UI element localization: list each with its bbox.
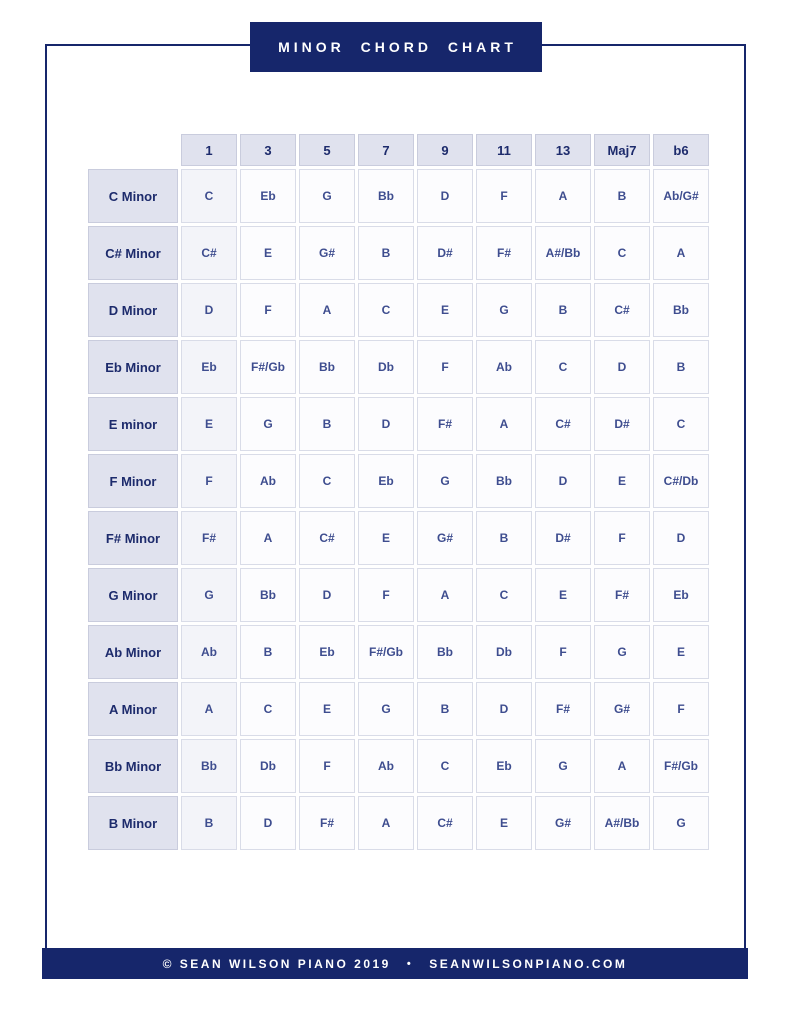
- chord-cell: A: [476, 397, 532, 451]
- chord-cell: Eb: [181, 340, 237, 394]
- chord-cell: A: [240, 511, 296, 565]
- chord-cell: D: [299, 568, 355, 622]
- chord-cell: C: [417, 739, 473, 793]
- chord-cell: E: [181, 397, 237, 451]
- chord-cell: B: [476, 511, 532, 565]
- chord-cell: Bb: [653, 283, 709, 337]
- chord-cell: F#/Gb: [240, 340, 296, 394]
- chord-cell: A: [653, 226, 709, 280]
- chord-cell: C: [476, 568, 532, 622]
- chord-cell: A: [535, 169, 591, 223]
- chord-cell: Eb: [476, 739, 532, 793]
- chord-cell: B: [535, 283, 591, 337]
- chord-cell: D: [417, 169, 473, 223]
- table-row: [88, 340, 709, 394]
- chord-cell: G: [299, 169, 355, 223]
- column-header-3: 3: [240, 134, 296, 166]
- chord-cell: A#/Bb: [535, 226, 591, 280]
- chord-cell: Ab: [181, 625, 237, 679]
- chord-cell: Eb: [240, 169, 296, 223]
- column-header-13: 13: [535, 134, 591, 166]
- chord-cell: F#: [594, 568, 650, 622]
- chord-cell: E: [240, 226, 296, 280]
- chord-cell: E: [535, 568, 591, 622]
- column-header-1: 1: [181, 134, 237, 166]
- chord-cell: C#: [535, 397, 591, 451]
- row-label: C# Minor: [88, 226, 178, 280]
- chord-cell: Ab: [358, 739, 414, 793]
- footer-bar: [42, 948, 748, 979]
- table-row: [88, 169, 709, 223]
- column-header-maj7: Maj7: [594, 134, 650, 166]
- chord-cell: A: [417, 568, 473, 622]
- chord-cell: E: [653, 625, 709, 679]
- row-label: Eb Minor: [88, 340, 178, 394]
- chord-cell: G#: [594, 682, 650, 736]
- title-banner: [250, 22, 542, 72]
- chord-cell: C: [299, 454, 355, 508]
- chord-cell: F: [181, 454, 237, 508]
- chord-cell: F: [240, 283, 296, 337]
- chord-cell: D#: [417, 226, 473, 280]
- chord-cell: Eb: [358, 454, 414, 508]
- chord-cell: E: [417, 283, 473, 337]
- chord-cell: A: [358, 796, 414, 850]
- chord-cell: Ab: [476, 340, 532, 394]
- chord-cell: F: [358, 568, 414, 622]
- chord-cell: Db: [240, 739, 296, 793]
- row-label: Ab Minor: [88, 625, 178, 679]
- table-row: [88, 454, 709, 508]
- chord-cell: F#: [476, 226, 532, 280]
- chord-cell: Bb: [240, 568, 296, 622]
- chord-cell: G: [181, 568, 237, 622]
- column-header-9: 9: [417, 134, 473, 166]
- chord-cell: B: [653, 340, 709, 394]
- chord-cell: G#: [417, 511, 473, 565]
- chord-cell: G: [240, 397, 296, 451]
- row-label: E minor: [88, 397, 178, 451]
- chord-cell: Bb: [417, 625, 473, 679]
- row-label: C Minor: [88, 169, 178, 223]
- table-row: [88, 283, 709, 337]
- chord-cell: G#: [299, 226, 355, 280]
- chord-cell: D: [240, 796, 296, 850]
- row-label: B Minor: [88, 796, 178, 850]
- chord-table-header: [88, 134, 709, 166]
- chord-cell: D: [653, 511, 709, 565]
- chord-table-body: [88, 169, 709, 850]
- chord-cell: Bb: [358, 169, 414, 223]
- column-header-5: 5: [299, 134, 355, 166]
- table-corner-spacer: [88, 134, 178, 166]
- column-header-11: 11: [476, 134, 532, 166]
- chord-cell: F: [535, 625, 591, 679]
- chord-cell: E: [476, 796, 532, 850]
- chord-cell: G#: [535, 796, 591, 850]
- chord-cell: Ab/G#: [653, 169, 709, 223]
- table-row: [88, 511, 709, 565]
- chord-cell: C: [358, 283, 414, 337]
- chord-cell: E: [594, 454, 650, 508]
- table-row: [88, 739, 709, 793]
- chord-cell: Bb: [476, 454, 532, 508]
- table-row: [88, 796, 709, 850]
- chord-cell: C: [240, 682, 296, 736]
- chord-cell: G: [653, 796, 709, 850]
- column-header-b6: b6: [653, 134, 709, 166]
- chord-cell: F#: [417, 397, 473, 451]
- chord-cell: F#: [181, 511, 237, 565]
- footer-website: SEANWILSONPIANO.COM: [429, 956, 628, 971]
- chord-cell: C: [181, 169, 237, 223]
- chord-cell: D#: [594, 397, 650, 451]
- footer-copyright: © SEAN WILSON PIANO 2019: [162, 956, 391, 971]
- table-row: [88, 682, 709, 736]
- table-row: [88, 226, 709, 280]
- chord-cell: B: [299, 397, 355, 451]
- header-row: [88, 134, 709, 166]
- chord-cell: Db: [358, 340, 414, 394]
- chord-cell: G: [535, 739, 591, 793]
- chord-cell: Db: [476, 625, 532, 679]
- column-header-7: 7: [358, 134, 414, 166]
- row-label: F Minor: [88, 454, 178, 508]
- chord-cell: G: [594, 625, 650, 679]
- chord-cell: B: [181, 796, 237, 850]
- chord-cell: G: [417, 454, 473, 508]
- row-label: Bb Minor: [88, 739, 178, 793]
- chord-cell: B: [594, 169, 650, 223]
- chord-cell: F: [653, 682, 709, 736]
- chord-cell: F: [417, 340, 473, 394]
- chord-cell: D#: [535, 511, 591, 565]
- chord-cell: E: [358, 511, 414, 565]
- chord-cell: F#/Gb: [653, 739, 709, 793]
- table-row: [88, 568, 709, 622]
- chord-cell: B: [358, 226, 414, 280]
- chord-cell: F#: [535, 682, 591, 736]
- footer-separator-dot: •: [406, 957, 414, 970]
- chord-cell: Eb: [653, 568, 709, 622]
- chord-cell: D: [594, 340, 650, 394]
- chord-cell: F: [594, 511, 650, 565]
- chord-cell: C#: [181, 226, 237, 280]
- chord-cell: Ab: [240, 454, 296, 508]
- chord-cell: C#: [299, 511, 355, 565]
- chord-cell: C#: [594, 283, 650, 337]
- table-row: [88, 397, 709, 451]
- chord-cell: A: [594, 739, 650, 793]
- chord-cell: A#/Bb: [594, 796, 650, 850]
- chord-cell: A: [299, 283, 355, 337]
- chord-cell: B: [240, 625, 296, 679]
- chord-cell: F#/Gb: [358, 625, 414, 679]
- chord-cell: E: [299, 682, 355, 736]
- chord-cell: D: [181, 283, 237, 337]
- chord-cell: F#: [299, 796, 355, 850]
- row-label: G Minor: [88, 568, 178, 622]
- chord-cell: C: [535, 340, 591, 394]
- chord-cell: A: [181, 682, 237, 736]
- chord-cell: Eb: [299, 625, 355, 679]
- chord-cell: F: [299, 739, 355, 793]
- chord-cell: D: [358, 397, 414, 451]
- chord-cell: D: [535, 454, 591, 508]
- chord-cell: C#: [417, 796, 473, 850]
- chord-cell: D: [476, 682, 532, 736]
- chord-cell: B: [417, 682, 473, 736]
- page-title: MINOR CHORD CHART: [278, 39, 517, 55]
- table-row: [88, 625, 709, 679]
- chord-cell: C: [594, 226, 650, 280]
- row-label: A Minor: [88, 682, 178, 736]
- chord-cell: Bb: [299, 340, 355, 394]
- chord-cell: G: [358, 682, 414, 736]
- chord-cell: Bb: [181, 739, 237, 793]
- chord-cell: C: [653, 397, 709, 451]
- chord-cell: G: [476, 283, 532, 337]
- chord-table: [85, 131, 712, 853]
- chord-cell: F: [476, 169, 532, 223]
- row-label: F# Minor: [88, 511, 178, 565]
- chord-cell: C#/Db: [653, 454, 709, 508]
- row-label: D Minor: [88, 283, 178, 337]
